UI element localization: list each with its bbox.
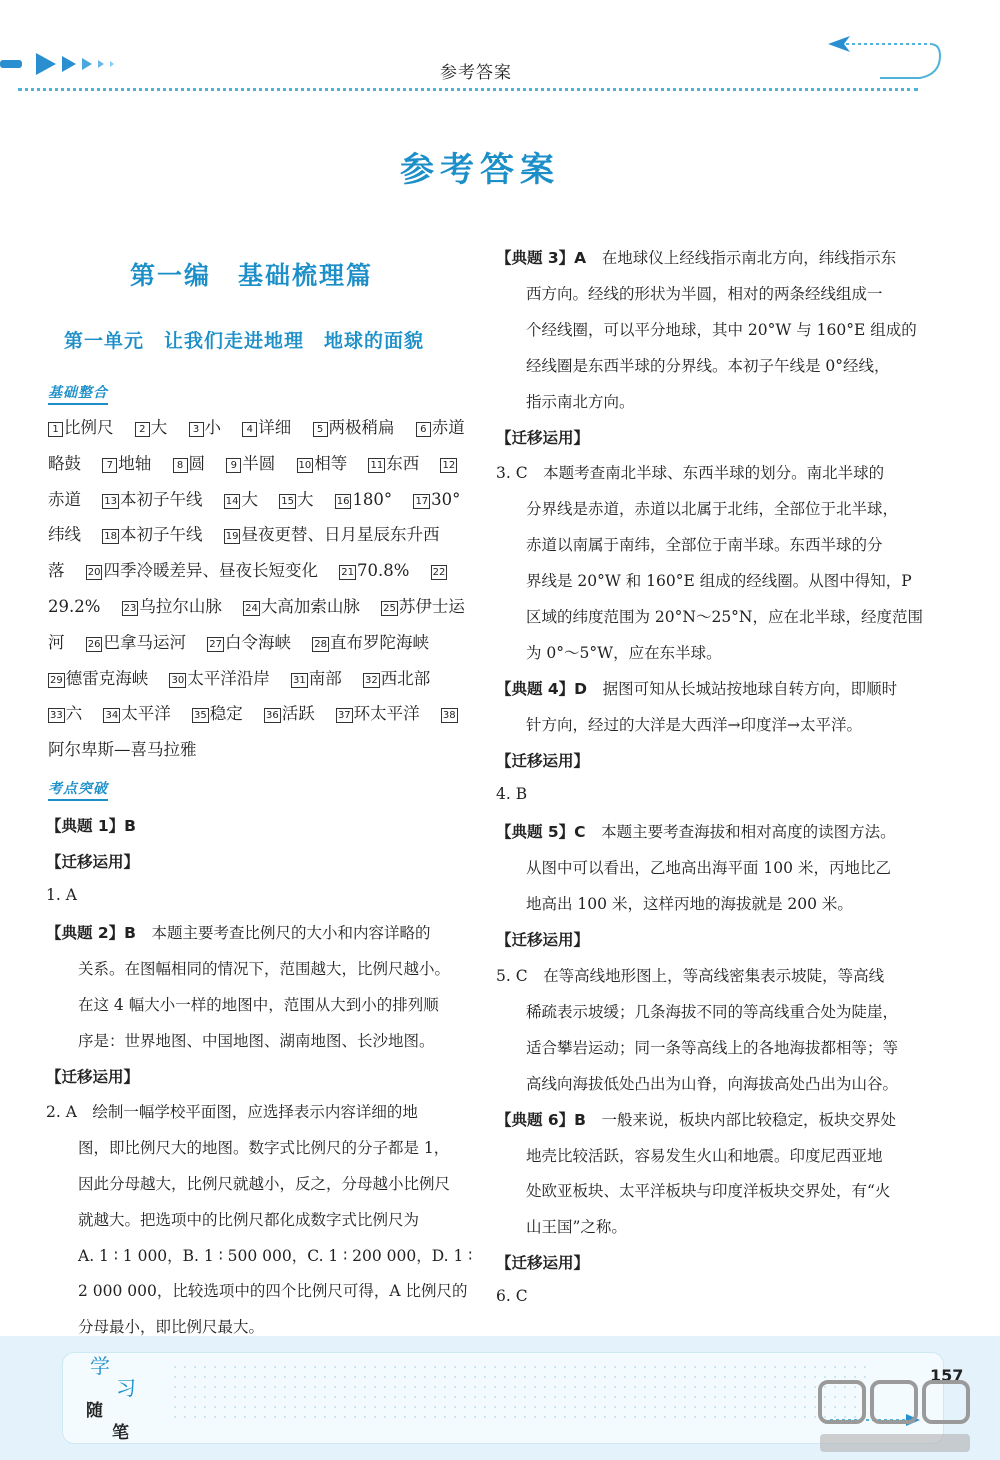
fill-item (122, 597, 222, 616)
fill-item-text: 赤道 (48, 489, 81, 509)
fill-item-text: 太平洋 (121, 704, 171, 724)
fill-item (86, 561, 318, 580)
fill-item-text: 环太平洋 (353, 704, 420, 724)
fill-item-text: 本初子午线 (119, 489, 203, 509)
answer-line (46, 814, 136, 836)
fill-item (48, 669, 148, 688)
answer-tag: 【典题 2】B (46, 924, 136, 943)
fill-item-number: 28 (314, 638, 327, 650)
answer-tag: 【典题 5】C (496, 823, 586, 842)
fill-item-number: 27 (209, 638, 222, 650)
notes-label-4: 笔 (112, 1423, 129, 1443)
answer-line (46, 850, 139, 872)
answer-text: 高线向海拔低处凸出为山脊，向海拔高处凸出为山谷。 (526, 1074, 899, 1093)
answer-text: A. 1 ∶ 1 000，B. 1 ∶ 500 000，C. 1 ∶ 200 000，D. 1 ∶ (78, 1246, 473, 1265)
fill-item-number: 22 (432, 567, 446, 579)
answer-line (526, 318, 917, 340)
answer-line (526, 1215, 627, 1237)
fill-item-text: 活跃 (281, 704, 315, 724)
fill-item (102, 525, 202, 544)
fill-item-number: 5 (313, 422, 328, 437)
notes-label-2: 习 (116, 1376, 136, 1400)
answer-text: 分母最小，即比例尺最大。 (78, 1318, 265, 1337)
fill-item-text: 阿尔卑斯—喜马拉雅 (48, 740, 197, 760)
answer-text: 适合攀岩运动；同一条等高线上的各地海拔都相等；等 (526, 1038, 899, 1057)
header-arrows-decoration (0, 50, 130, 78)
fill-item-number: 24 (245, 602, 258, 614)
answer-line (526, 497, 898, 519)
fill-item-number: 11 (370, 459, 384, 471)
answer-line (526, 569, 912, 591)
fill-item-text: 昼夜更替、日月星辰东升西落 (48, 525, 440, 581)
answer-line (78, 1279, 468, 1301)
fill-item (192, 704, 243, 723)
fill-item (135, 418, 168, 437)
notes-dots (170, 1362, 870, 1422)
answer-line (46, 921, 431, 943)
answer-text: 界线是 20°W 和 160°E 组成的经线圈。从图中得知，P (526, 572, 912, 591)
fill-item (363, 669, 430, 688)
fill-item-text: 太平洋沿岸 (187, 668, 270, 688)
fill-item (224, 490, 258, 509)
fill-item-number: 25 (383, 602, 396, 614)
answer-tag: 【迁移运用】 (46, 852, 140, 871)
fill-item-number: 21 (341, 567, 354, 579)
answer-text: 山王国”之称。 (526, 1218, 627, 1237)
header-arrow-decoration (820, 34, 980, 84)
answer-tag: 【典题 6】B (496, 1110, 586, 1129)
fill-answers (48, 410, 466, 768)
fill-item-number: 13 (104, 495, 117, 507)
answer-text: 因此分母越大，比例尺就越小，反之，分母越小比例尺 (78, 1175, 451, 1193)
answer-text: 本题主要考查海拔和相对高度的读图方法。 (585, 823, 896, 842)
answer-line (526, 282, 883, 304)
answer-line (496, 928, 589, 950)
fill-item-number: 15 (281, 495, 294, 507)
fill-item (48, 704, 82, 723)
fill-item (86, 633, 186, 652)
answer-line (526, 1144, 883, 1166)
answer-text: 针方向，经过的大洋是大西洋→印度洋→太平洋。 (526, 715, 862, 734)
fill-item-number: 4 (242, 422, 257, 437)
fill-item-text: 29.2% (48, 596, 101, 616)
fill-item-text: 四季冷暖差异、昼夜长短变化 (103, 561, 318, 581)
answer-text: 个经线圈，可以平分地球，其中 20°W 与 160°E 组成的 (526, 320, 917, 339)
answer-line (496, 1251, 589, 1273)
fill-item-text: 乌拉尔山脉 (139, 596, 222, 616)
answer-line (78, 957, 450, 979)
watermark-logo (800, 1378, 980, 1458)
answer-text: 指示南北方向。 (526, 392, 635, 411)
header-title: 参考答案 (440, 63, 512, 83)
fill-item-text: 半圆 (242, 453, 276, 473)
fill-item-text: 详细 (258, 418, 292, 437)
fill-item-text: 相等 (314, 453, 348, 473)
answer-text: 区域的纬度范围为 20°N～25°N，应在北半球，经度范围 (526, 608, 923, 626)
answer-text: 地壳比较活跃，容易发生火山和地震。印度尼西亚地 (526, 1146, 883, 1165)
fill-item-text: 巴拿马运河 (103, 632, 186, 652)
fill-item (368, 454, 419, 473)
fill-item-number: 30 (171, 674, 185, 686)
fill-item (243, 597, 360, 616)
answer-text: 图，即比例尺大的地图。数字式比例尺的分子都是 1， (78, 1139, 450, 1158)
fill-item-text: 比例尺 (64, 418, 114, 437)
answer-text: 从图中可以看出，乙地高出海平面 100 米，丙地比乙 (526, 859, 891, 878)
fill-item-text: 地轴 (118, 453, 152, 473)
answer-line (496, 461, 884, 483)
fill-item-number: 23 (123, 602, 137, 614)
fill-item-number: 6 (416, 422, 431, 437)
answer-tag: 【典题 3】A (496, 249, 587, 267)
fill-item (297, 454, 348, 473)
fill-item-number: 1 (48, 422, 63, 437)
fill-item-number: 14 (225, 495, 239, 507)
fill-item (242, 418, 291, 437)
answer-line (496, 677, 897, 699)
answer-line (526, 354, 890, 376)
answer-text: 稀疏表示坡缓；几条海拔不同的等高线重合处为陡崖， (526, 1002, 899, 1021)
fill-item-number: 29 (50, 674, 63, 686)
page-number: 157 (930, 1366, 964, 1385)
notes-label-1: 学 (90, 1354, 110, 1378)
answer-line (78, 1208, 419, 1230)
fill-item-number: 32 (364, 674, 378, 686)
fill-item (189, 418, 222, 437)
fill-item-number: 34 (105, 710, 119, 722)
fill-item (103, 704, 170, 723)
answer-line (526, 533, 883, 555)
answer-text: 西方向。经线的形状为半圆，相对的两条经线组成一 (526, 284, 883, 303)
answer-line (496, 785, 527, 803)
fill-item (264, 704, 315, 723)
fill-item-number: 2 (135, 422, 150, 437)
fill-item-text: 南部 (308, 668, 342, 688)
answer-line (46, 886, 77, 904)
fill-item-number: 36 (265, 710, 279, 722)
fill-item (207, 633, 291, 652)
answer-line (496, 426, 589, 448)
fill-item (169, 669, 269, 688)
answer-tag: 【迁移运用】 (496, 751, 590, 770)
fill-item (335, 490, 392, 509)
answer-text: 本题主要考查比例尺的大小和内容详略的 (136, 924, 431, 943)
fill-item-text: 东西 (386, 453, 420, 473)
answer-text: 经线圈是东西半球的分界线。本初子午线是 0°经线， (526, 356, 890, 375)
fill-item-text: 直布罗陀海峡 (329, 632, 429, 652)
answer-text: 地高出 100 米，这样丙地的海拔就是 200 米。 (526, 895, 853, 914)
fill-item-number: 10 (298, 459, 312, 471)
answer-line (78, 1315, 264, 1337)
fill-item-number: 8 (173, 458, 188, 473)
fill-item-number: 18 (104, 531, 117, 543)
answer-text: 就越大。把选项中的比例尺都化成数字式比例尺为 (78, 1210, 420, 1229)
fill-item-text: 大 (150, 418, 168, 437)
answer-text: 1. A (46, 885, 77, 904)
answer-text: 4. B (496, 784, 528, 803)
fill-item (48, 418, 114, 437)
fill-item-text: 稳定 (209, 704, 243, 724)
answer-line (526, 892, 853, 914)
fill-item-number: 33 (50, 710, 63, 722)
answer-tag: 【迁移运用】 (496, 931, 590, 950)
answer-line (526, 605, 923, 627)
fill-item-number: 38 (442, 710, 456, 722)
answer-line (496, 1287, 528, 1305)
unit-title: 第一单元 让我们走进地理 地球的面貌 (64, 330, 425, 352)
section-label-basic: 基础整合 (48, 382, 108, 405)
fill-item-text: 大 (241, 489, 258, 509)
header-divider (18, 88, 918, 91)
fill-item (226, 454, 275, 473)
answer-line (46, 1100, 418, 1122)
answer-line (526, 390, 635, 412)
fill-item (339, 561, 409, 580)
answer-line (526, 856, 891, 878)
answer-line (46, 1065, 139, 1087)
fill-item-text: 六 (65, 704, 83, 724)
fill-item (312, 633, 429, 652)
answer-tag: 【典题 1】B (46, 817, 136, 835)
fill-item-text: 30°纬线 (48, 489, 461, 545)
answer-line (496, 749, 589, 771)
answer-text: 分界线是赤道，赤道以北属于北纬，全部位于北半球， (526, 500, 899, 519)
answer-text: 关系。在图幅相同的情况下，范围越大，比例尺越小。 (78, 960, 451, 979)
fill-item-text: 德雷克海峡 (65, 668, 149, 688)
answer-tag: 【迁移运用】 (496, 1254, 590, 1273)
fill-item (102, 454, 151, 473)
part-title: 第一编 基础梳理篇 (130, 261, 374, 290)
fill-item-number: 16 (336, 495, 350, 507)
fill-item-text: 70.8% (356, 561, 410, 581)
fill-item-text: 赤道略鼓 (48, 418, 465, 473)
fill-item (336, 704, 420, 723)
fill-item-number: 35 (193, 710, 207, 722)
answer-text: 赤道以南属于南纬，全部位于南半球。东西半球的分 (526, 536, 883, 555)
fill-item-text: 两极稍扁 (328, 418, 395, 437)
answer-line (78, 1136, 449, 1158)
fill-item-number: 12 (442, 459, 456, 471)
answer-line (496, 964, 884, 986)
answer-line (496, 246, 896, 268)
answer-line (526, 713, 862, 735)
answer-line (78, 1029, 435, 1051)
fill-item-number: 3 (189, 422, 204, 437)
answer-text: 处欧亚板块、太平洋板块与印度洋板块交界处，有“火 (526, 1182, 891, 1201)
answer-line (496, 820, 896, 842)
fill-item-number: 7 (102, 458, 117, 473)
answer-text: 一般来说，板块内部比较稳定，板块交界处 (586, 1110, 897, 1129)
fill-item-number: 20 (87, 567, 101, 579)
answer-tag: 【典题 4】D (496, 679, 588, 698)
answer-line (526, 1072, 898, 1094)
fill-item-text: 圆 (188, 453, 205, 473)
fill-item-number: 17 (415, 495, 429, 507)
fill-item-number: 26 (87, 638, 101, 650)
fill-item-number: 9 (226, 458, 241, 473)
answer-text: 在这 4 幅大小一样的地图中，范围从大到小的排列顺 (78, 996, 439, 1014)
page-title: 参考答案 (400, 150, 560, 190)
answer-tag: 【迁移运用】 (496, 428, 590, 447)
fill-item (173, 454, 206, 473)
fill-item-text: 西北部 (380, 668, 431, 688)
fill-item-number: 19 (225, 531, 239, 543)
answer-text: 3. C 本题考查南北半球、东西半球的划分。南北半球的 (496, 464, 885, 483)
answer-tag: 【迁移运用】 (46, 1067, 140, 1086)
answer-text: 2. A 绘制一幅学校平面图，应选择表示内容详细的地 (46, 1103, 418, 1122)
answer-line (78, 993, 439, 1015)
answer-line (526, 641, 722, 663)
notes-label-3: 随 (86, 1401, 103, 1421)
answer-text: 5. C 在等高线地形图上，等高线密集表示坡陡，等高线 (496, 967, 885, 985)
fill-item-text: 大 (296, 489, 314, 509)
answer-text: 在地球仪上经线指示南北方向，纬线指示东 (586, 249, 897, 267)
answer-text: 2 000 000，比较选项中的四个比例尺可得，A 比例尺的 (78, 1282, 468, 1301)
fill-item-text: 本初子午线 (119, 525, 203, 545)
answer-text: 为 0°～5°W，应在东半球。 (526, 643, 722, 662)
fill-item (102, 490, 202, 509)
fill-item-text: 白令海峡 (224, 632, 291, 652)
fill-item-number: 31 (292, 674, 306, 686)
fill-item (313, 418, 395, 437)
answer-line (526, 1000, 898, 1022)
answer-line (78, 1244, 472, 1266)
answer-line (496, 1108, 896, 1130)
answer-text: 据图可知从长城站按地球自转方向，即顺时 (587, 679, 898, 698)
answer-text: 6. C (496, 1287, 528, 1306)
answer-line (526, 1036, 898, 1058)
fill-item (291, 669, 342, 688)
fill-item-number: 37 (337, 710, 351, 722)
section-label-points: 考点突破 (48, 778, 108, 801)
fill-item-text: 大高加索山脉 (260, 596, 360, 616)
fill-item-text: 小 (204, 418, 221, 437)
answer-line (526, 1179, 890, 1201)
fill-item (279, 490, 313, 509)
fill-item-text: 180° (352, 489, 393, 509)
answer-line (78, 1172, 450, 1194)
answer-text: 序是：世界地图、中国地图、湖南地图、长沙地图。 (78, 1031, 435, 1050)
fill-item-text: 苏伊士运河 (48, 596, 465, 652)
